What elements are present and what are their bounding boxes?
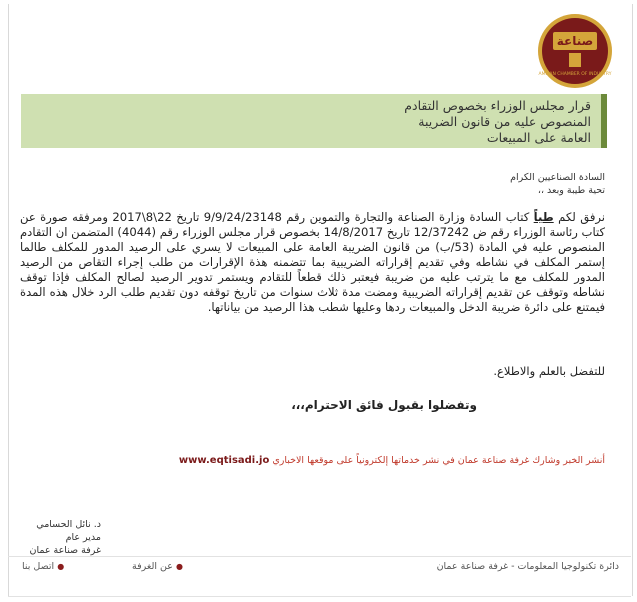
logo-wordmark: صناعة bbox=[556, 34, 594, 48]
title-box bbox=[21, 94, 607, 148]
attached-link[interactable]: طياً bbox=[533, 210, 554, 224]
bottom-divider bbox=[8, 596, 631, 597]
body-paragraph bbox=[20, 210, 605, 315]
footer-about-link[interactable] bbox=[132, 561, 183, 572]
signature-org: غرفة صناعة عمان bbox=[29, 545, 101, 556]
footer-department: دائرة تكنولوجيا المعلومات - غرفة صناعة عمان bbox=[436, 561, 619, 572]
signature-role: مدير عام bbox=[65, 532, 101, 543]
greeting-salutation: تحية طيبة وبعد ،، bbox=[537, 185, 605, 196]
title-line: العامة على المبيعات bbox=[486, 130, 591, 145]
body-rest: كتاب السادة وزارة الصناعة والتجارة والتموين رقم 9/9/24/23148 تاريخ 22\8\2017 ومرفقه صورة عن كتاب رئاسة الوزراء رقم ض 12/37242 تاريخ 14/8/2017 بخصوص قرار مجلس الوزراء رقم (4044) المتضمن ان التقادم المنصوص عليه في المادة (53/ب) من قانون الضريبة العامة على المبيعات لا يسري على الرصيد المدور للمكلف طالما إستمر المكلف في نشاطه وفي تقديم إقراراته الضريبية بما تتضمنه هذة الإقرارات من طلب إجراء التقاص من الرصيد المدور للمكلف مع ما يترتب عليه من ضريبة فيعتبر ذلك قطعاً للتقادم ويستمر تدوير الرصيد لصالح المكلف فإذا توقف نشاطه وتوقف عن تقديم إقراراته الضريبية ومضت مدة ثلاث سنوات من تاريخ توقفه دون تقديم طلب الرد خلال هذه المدة فيمتنع على دائرة ضريبة الدخل والمبيعات ردها وعليها شطب هذا الرصيد من بياناتها. bbox=[20, 210, 605, 314]
signature-name: د. نائل الحسامي bbox=[36, 519, 101, 530]
logo-name-en: AMMAN CHAMBER OF INDUSTRY bbox=[538, 72, 612, 77]
footer-contact-label: اتصل بنا bbox=[22, 561, 55, 572]
body-lead: نرفق لكم bbox=[558, 210, 606, 224]
bullet-icon: ● bbox=[57, 562, 65, 571]
title-line: قرار مجلس الوزراء بخصوص التقادم bbox=[404, 98, 591, 113]
greeting-recipients: السادة الصناعيين الكرام bbox=[510, 172, 605, 183]
footer-divider bbox=[8, 556, 631, 557]
share-line bbox=[20, 455, 605, 466]
footer-about-label: عن الغرفة bbox=[132, 561, 173, 572]
footer-contact-link[interactable] bbox=[22, 561, 64, 572]
logo-emblem bbox=[569, 53, 581, 67]
closing-regards: وتفضلوا بقبول فائق الاحترام،،، bbox=[291, 398, 477, 412]
page-title bbox=[261, 98, 591, 146]
chamber-logo bbox=[533, 12, 617, 90]
share-text: أنشر الخبر وشارك غرفة صناعة عمان في نشر خدماتها إلكترونياً على موقعها الاخباري bbox=[272, 455, 605, 466]
bullet-icon: ● bbox=[175, 562, 183, 571]
closing-note: للتفضل بالعلم والاطلاع. bbox=[493, 364, 605, 378]
news-site-link[interactable]: www.eqtisadi.jo bbox=[178, 455, 270, 466]
title-line: المنصوص عليه من قانون الضريبة bbox=[418, 114, 591, 129]
